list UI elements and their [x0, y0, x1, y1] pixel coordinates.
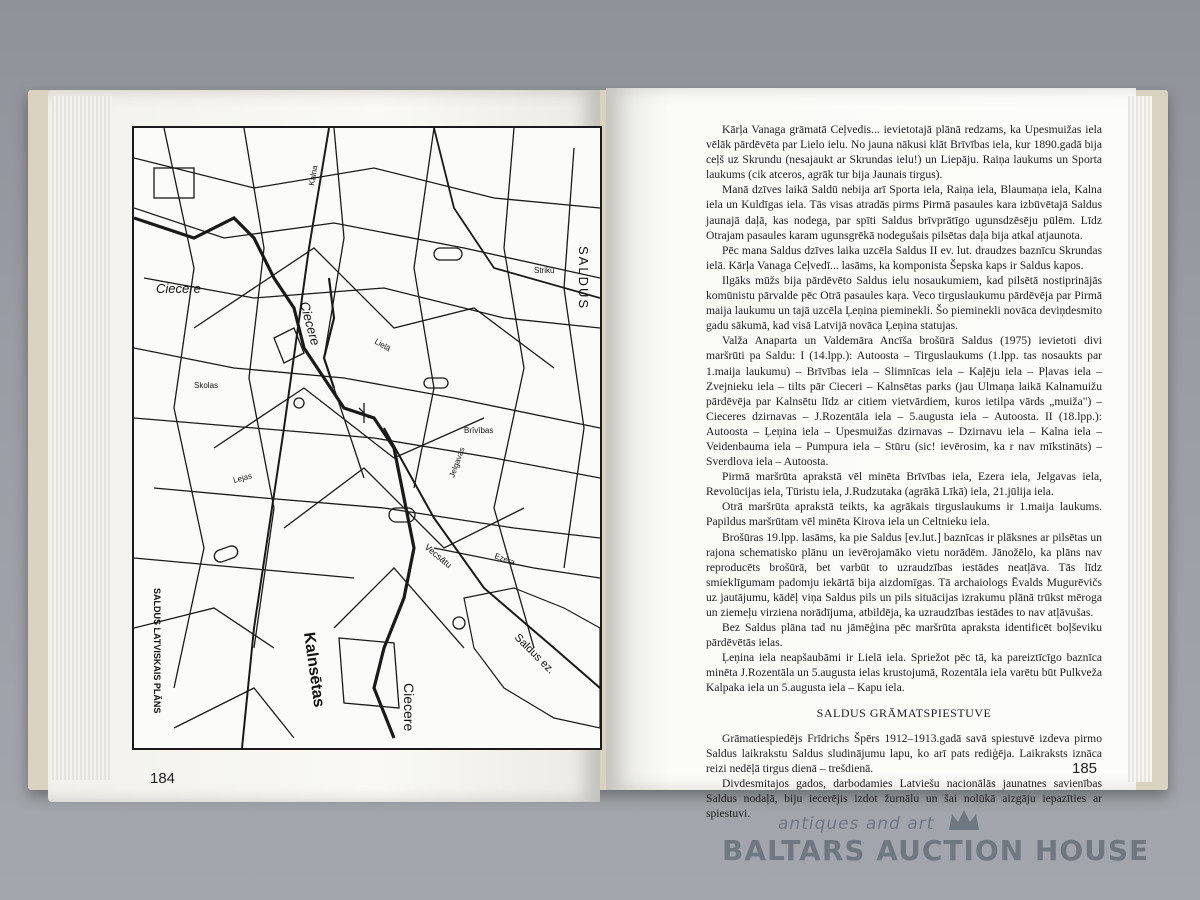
map-street-jelgavas: Jelgavas: [447, 445, 467, 479]
right-page-text: [706, 122, 1102, 821]
map-title-vertical: SALDUS LATVISKAIS PLĀNS: [152, 588, 162, 714]
map-drawing: [134, 128, 600, 748]
page-number-left: 184: [150, 770, 176, 787]
paragraph: Ilgāks mūžs bija pārdēvēto Saldus ielu nosaukumiem, kad pilsētā nostiprinājās komūnistu pārvalde pēc Otrā pasaules kaŗa. Veco tirguslaukumu pārdēvēja par Pirmā maija laukumu un tajā uzcēla Ļeņina pieminekli. Šo pieminekli novāca deviņdesmito gadu sākumā, kad visā Latvijā novāca Ļeņina statujas.: [706, 273, 1102, 333]
map-label-kalnsetas: Kalnsētas: [300, 631, 328, 709]
map-street-striku: Striku: [534, 266, 555, 275]
map-street-lejas: Lejas: [232, 471, 253, 485]
paragraph: Divdesmitajos gados, darbodamies Latviešu nacionālās jaunatnes savienības Saldus nodaļā, biju iecerējis izdot žurnālu un šai nolūkā aizgāju iepazīties ar spiestuvi.: [706, 776, 1102, 821]
watermark-brand: BALTARS AUCTION HOUSE: [722, 834, 1150, 867]
crown-icon: [946, 806, 982, 834]
paragraph: Bez Saldus plāna tad nu jāmēģina pēc maršrūta apraksta identificēt boļševiku pārdēvētās ielas.: [706, 621, 1102, 650]
saldus-map: [132, 126, 602, 750]
map-label-ciecere-river: Ciecere: [297, 299, 324, 348]
paragraph: Brošūras 19.lpp. lasāms, ka pie Saldus [ev.lut.] baznīcas ir plāksnes ar pilsētas un rajona schematisko plānu un ievērojamāko vietu norādēm. Jānožēlo, ka plāns nav reproducēts brošūrā, bet varbūt to uzraudzības iestādes neatļāva. Tās līdz smieklīgumam padomju iekārtā bija aizdomīgas. Tā archaiologs Ēvalds Mugurēvičs uz jautājumu, kādēļ viņa Saldus pils un pils situācijas izrakumu plānā trūkst mērogа un ziemeļu virziena norādījuma, atbildēja, ka uzraudzības iestādes to nav atļāvušas.: [706, 530, 1102, 619]
paragraph: Pirmā maršrūta aprakstā vēl minēta Brīvības iela, Ezera iela, Jelgavas iela, Revolūcijas iela, Tūristu iela, J.Rudzutaka (agrākā Līkā) iela, 21.jūlija iela.: [706, 470, 1102, 499]
watermark: [700, 806, 1150, 876]
map-street-kalna: Kalna: [307, 164, 320, 187]
map-label-ciecere-top: Ciecere: [156, 281, 201, 296]
left-page-edges: [52, 96, 112, 780]
paragraph: Pēc mana Saldus dzīves laika uzcēla Saldus II ev. lut. draudzes baznīcu Skrundas ielā. Kārļa Vanaga Ceļvedī... lasāms, ka komponista Šepska kaps ir Saldus kapos.: [706, 243, 1102, 272]
paragraph: Grāmatiespiedējs Frīdrichs Špērs 1912–1913.gadā savā spiestuvē izdeva pirmo Saldus laikrakstu Saldus sludinājumu lapu, ko arī pats rediģēja. Laikraksts iznāca reizi nedēļā tirgus dienā – trešdienā.: [706, 731, 1102, 775]
map-street-ezera: Ezera: [493, 551, 517, 568]
map-street-skolas: Skolas: [194, 381, 219, 390]
map-street-liela: Lielā: [373, 336, 393, 354]
map-label-vecsatu: Vecsātu: [422, 541, 454, 571]
map-label-saldus-ez: Saldus ez.: [511, 631, 557, 677]
section-heading: SALDUS GRĀMATSPIESTUVE: [816, 705, 992, 720]
right-page-edges: [1128, 96, 1152, 782]
map-label-ciecere-bottom: Ciecere: [401, 683, 417, 732]
map-label-saldus-vertical: SALDUS: [576, 246, 591, 311]
paragraph: Kārļa Vanaga grāmatā Ceļvedis... ievietotajā plānā redzams, ka Upesmuižas iela vēlāk pārdēvēta par Lielo ielu. No jauna nākusi klāt Brīvības iela, kur 1890.gadā bija ceļš uz Skrundu (nesajaukt ar Skrundas ielu!) un Liepāju. Raiņa laukums un Sporta laukums (cik atceros, agrāk tur bija Jaunais tirgus).: [706, 123, 1102, 182]
paragraph: Valža Anaparta un Valdemāra Ancīša brošūrā Saldus (1975) ievietoti divi maršrūti pa Saldu: I (14.lpp.): Autoosta – Tirguslaukums (1.lpp. tas nosaukts par 1.maija laukumu) – Brīvības iela – Slimnīcas iela – Kaļēju iela – Pļavas iela – Zvejnieku iela – tilts pār Cieceri – Kalnsētas parks (jau Ulmaņa laikā Kalnamuižu pārdēvēja par Kalnsētu līdz ar citiem vietvārdiem, kuros ietilpa vārds „muiža") – Cieceres dzirnavas – J.Rozentāla iela – 5.augusta iela – Autoosta. II (18.lpp.): Autoosta – Ļeņina iela – Upesmuižas dzirnavas – Dzirnavu iela – Kalna iela – Veidenbauma iela – Pumpura iela – Stūru (sic! ievērosim, ka r nav mīkstināts) – Sverdlova iela – Autoosta.: [706, 334, 1102, 469]
map-street-brivibas: Brīvības: [464, 426, 494, 435]
page-number-right: 185: [1072, 760, 1098, 777]
paragraph: Ļeņina iela neapšaubāmi ir Lielā iela. Spriežot pēc tā, ka pareiztīcīgo baznīca minēta J.Rozentāla un 5.augusta ielas krustojumā, Rozentāla iela varētu būt Pulkveža Kalpaka iela un 5.augusta iela – Kapu iela.: [706, 651, 1102, 695]
paragraph: Otrā maršrūta aprakstā teikts, ka agrākais tirguslaukums ir 1.maija laukums. Papildus maršrūtam vēl minēta Kirova iela un Celtnieku iela.: [706, 500, 1102, 529]
watermark-tagline: antiques and art: [778, 814, 935, 834]
paragraph: Manā dzīves laikā Saldū nebija arī Sporta iela, Raiņa iela, Blaumaņa iela, Kalna iela un Kuldīgas iela. Tās visas atradās pirms Pirmā pasaules kara izbūvētajā Saldus jaunajā daļā, kas nodega, par spīti Saldus brīvprātīgo ugunsdzēsēju pūlēm. Līdz Otrajam pasaules karam ugunsgrēkā nodegušais pilsētas daļa bija atkal atjaunota.: [706, 183, 1102, 242]
